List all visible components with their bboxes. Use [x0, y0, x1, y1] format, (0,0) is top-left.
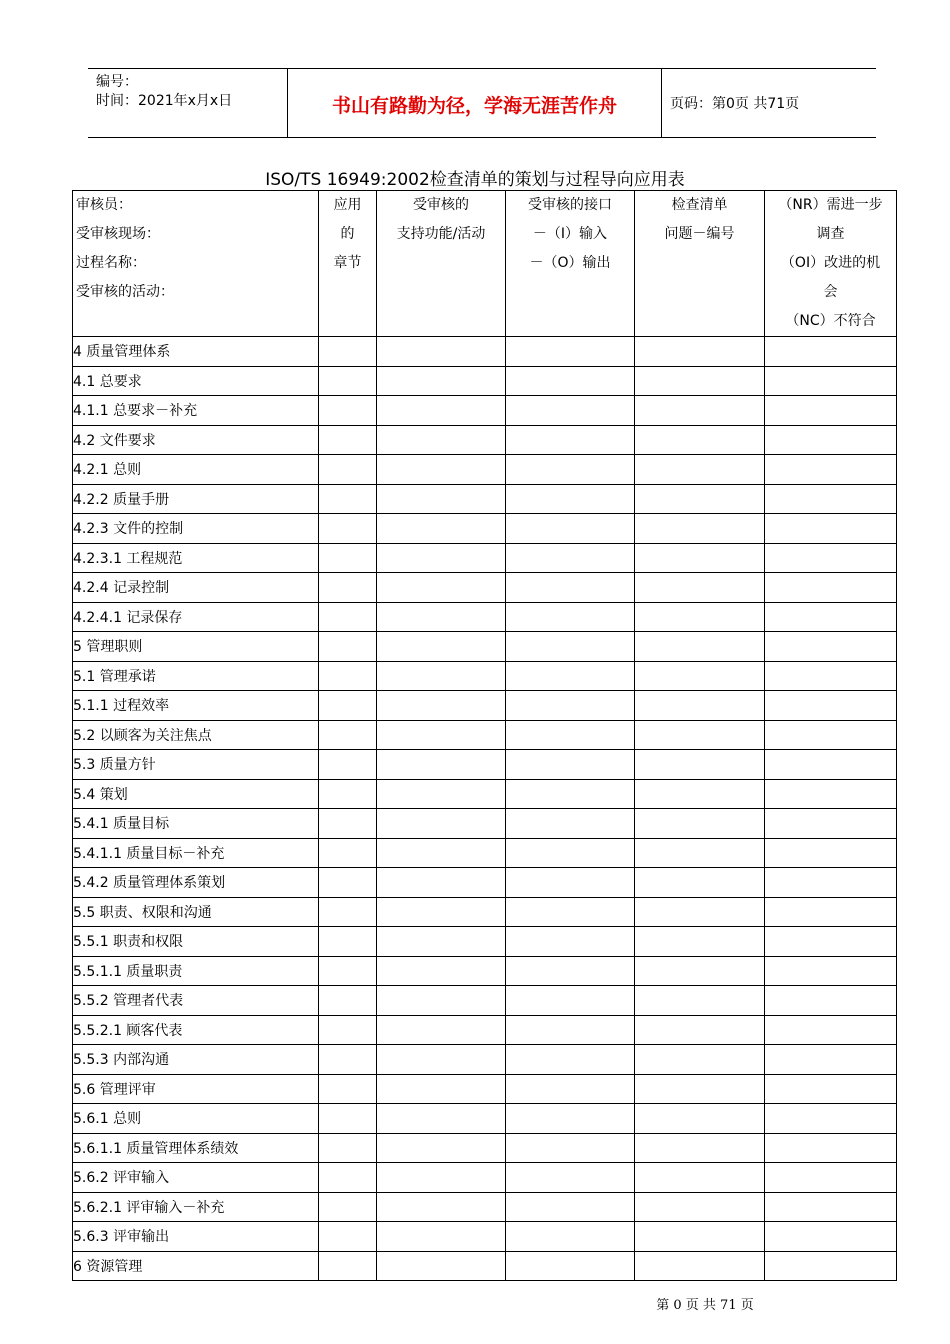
clause-cell: 5.2 以顾客为关注焦点	[73, 720, 319, 750]
motto: 书山有路勤为径，学海无涯苦作舟	[331, 95, 617, 117]
empty-cell[interactable]	[319, 809, 377, 839]
header-line: 受审核的	[413, 197, 469, 213]
clause-cell: 5.5.2.1 顾客代表	[73, 1015, 319, 1045]
empty-cell[interactable]	[765, 514, 897, 544]
empty-cell[interactable]	[765, 750, 897, 780]
empty-cell[interactable]	[377, 986, 506, 1016]
table-row	[73, 484, 897, 514]
page-footer: 第 0 页 共 71 页	[656, 1298, 754, 1313]
table-row	[73, 720, 897, 750]
empty-cell[interactable]	[635, 1015, 765, 1045]
empty-cell[interactable]	[506, 986, 635, 1016]
table-row	[73, 366, 897, 396]
empty-cell[interactable]	[506, 661, 635, 691]
empty-cell[interactable]	[506, 927, 635, 957]
clause-cell: 4.1 总要求	[73, 366, 319, 396]
empty-cell[interactable]	[506, 632, 635, 662]
empty-cell[interactable]	[319, 602, 377, 632]
empty-cell[interactable]	[506, 1015, 635, 1045]
empty-cell[interactable]	[635, 986, 765, 1016]
empty-cell[interactable]	[765, 691, 897, 721]
empty-cell[interactable]	[765, 779, 897, 809]
empty-cell[interactable]	[506, 1192, 635, 1222]
empty-cell[interactable]	[765, 396, 897, 426]
clause-cell: 5.6 管理评审	[73, 1074, 319, 1104]
table-row	[73, 1045, 897, 1075]
empty-cell[interactable]	[765, 720, 897, 750]
empty-cell[interactable]	[319, 779, 377, 809]
header-page-info: 页码：第0页 共71页	[670, 96, 800, 112]
empty-cell[interactable]	[765, 1074, 897, 1104]
table-row	[73, 632, 897, 662]
clause-cell: 4.2.1 总则	[73, 455, 319, 485]
empty-cell[interactable]	[635, 337, 765, 367]
empty-cell[interactable]	[377, 720, 506, 750]
empty-cell[interactable]	[506, 602, 635, 632]
empty-cell[interactable]	[506, 514, 635, 544]
page-header	[88, 68, 876, 138]
empty-cell[interactable]	[635, 632, 765, 662]
empty-cell[interactable]	[765, 838, 897, 868]
empty-cell[interactable]	[319, 897, 377, 927]
empty-cell[interactable]	[635, 366, 765, 396]
clause-cell: 4.2.3 文件的控制	[73, 514, 319, 544]
clause-cell: 5.1.1 过程效率	[73, 691, 319, 721]
empty-cell[interactable]	[319, 1104, 377, 1134]
empty-cell[interactable]	[319, 514, 377, 544]
document-title: ISO/TS 16949:2002检查清单的策划与过程导向应用表	[265, 170, 685, 190]
empty-cell[interactable]	[377, 543, 506, 573]
empty-cell[interactable]	[506, 484, 635, 514]
clause-cell: 4.2.4.1 记录保存	[73, 602, 319, 632]
empty-cell[interactable]	[635, 1045, 765, 1075]
empty-cell[interactable]	[506, 573, 635, 603]
empty-cell[interactable]	[319, 543, 377, 573]
empty-cell[interactable]	[319, 1192, 377, 1222]
empty-cell[interactable]	[319, 868, 377, 898]
number-label: 编号：	[96, 74, 138, 90]
header-line: －（O）输出	[529, 255, 611, 271]
empty-cell[interactable]	[377, 927, 506, 957]
empty-cell[interactable]	[635, 602, 765, 632]
empty-cell[interactable]	[319, 366, 377, 396]
table-row	[73, 543, 897, 573]
table-row	[73, 897, 897, 927]
clause-cell: 5.5 职责、权限和沟通	[73, 897, 319, 927]
empty-cell[interactable]	[377, 809, 506, 839]
empty-cell[interactable]	[506, 779, 635, 809]
table-row	[73, 1074, 897, 1104]
table-row	[73, 691, 897, 721]
header-line: （NR）需进一步	[778, 197, 883, 213]
empty-cell[interactable]	[765, 1192, 897, 1222]
empty-cell[interactable]	[635, 1192, 765, 1222]
empty-cell[interactable]	[635, 956, 765, 986]
empty-cell[interactable]	[377, 337, 506, 367]
empty-cell[interactable]	[506, 366, 635, 396]
clause-cell: 5.1 管理承诺	[73, 661, 319, 691]
empty-cell[interactable]	[319, 425, 377, 455]
empty-cell[interactable]	[319, 750, 377, 780]
empty-cell[interactable]	[765, 868, 897, 898]
empty-cell[interactable]	[319, 691, 377, 721]
empty-cell[interactable]	[635, 779, 765, 809]
empty-cell[interactable]	[319, 1163, 377, 1193]
header-auditor-info	[73, 191, 319, 337]
empty-cell[interactable]	[765, 366, 897, 396]
empty-cell[interactable]	[506, 1045, 635, 1075]
empty-cell[interactable]	[319, 1133, 377, 1163]
clause-cell: 5.6.3 评审输出	[73, 1222, 319, 1252]
empty-cell[interactable]	[319, 396, 377, 426]
empty-cell[interactable]	[635, 1133, 765, 1163]
empty-cell[interactable]	[506, 337, 635, 367]
empty-cell[interactable]	[635, 868, 765, 898]
header-line: 检查清单	[671, 197, 728, 213]
empty-cell[interactable]	[377, 514, 506, 544]
header-line: 过程名称：	[76, 255, 146, 271]
empty-cell[interactable]	[765, 602, 897, 632]
empty-cell[interactable]	[765, 543, 897, 573]
empty-cell[interactable]	[506, 868, 635, 898]
empty-cell[interactable]	[319, 720, 377, 750]
header-line: 的	[340, 226, 355, 242]
empty-cell[interactable]	[506, 1104, 635, 1134]
header-line: 调查	[816, 226, 845, 242]
empty-cell[interactable]	[377, 484, 506, 514]
empty-cell[interactable]	[765, 1163, 897, 1193]
empty-cell[interactable]	[765, 1133, 897, 1163]
table-row	[73, 809, 897, 839]
clause-cell: 5.6.2.1 评审输入－补充	[73, 1192, 319, 1222]
empty-cell[interactable]	[765, 897, 897, 927]
empty-cell[interactable]	[377, 1133, 506, 1163]
empty-cell[interactable]	[377, 661, 506, 691]
empty-cell[interactable]	[377, 1163, 506, 1193]
empty-cell[interactable]	[319, 573, 377, 603]
empty-cell[interactable]	[377, 1045, 506, 1075]
table-row	[73, 927, 897, 957]
empty-cell[interactable]	[635, 720, 765, 750]
header-line: 受审核的接口	[528, 197, 612, 213]
empty-cell[interactable]	[765, 632, 897, 662]
empty-cell[interactable]	[635, 750, 765, 780]
table-row	[73, 1192, 897, 1222]
clause-cell: 5.5.2 管理者代表	[73, 986, 319, 1016]
empty-cell[interactable]	[319, 455, 377, 485]
empty-cell[interactable]	[635, 1222, 765, 1252]
empty-cell[interactable]	[635, 573, 765, 603]
empty-cell[interactable]	[506, 838, 635, 868]
empty-cell[interactable]	[377, 838, 506, 868]
header-middle	[287, 69, 662, 137]
clause-cell: 5.3 质量方针	[73, 750, 319, 780]
header-line: －（I）输入	[532, 226, 608, 242]
empty-cell[interactable]	[765, 573, 897, 603]
clause-cell: 5 管理职则	[73, 632, 319, 662]
empty-cell[interactable]	[506, 455, 635, 485]
header-line: （OI）改进的机	[780, 255, 881, 271]
empty-cell[interactable]	[765, 1015, 897, 1045]
clause-cell: 5.4 策划	[73, 779, 319, 809]
header-interface	[506, 191, 635, 337]
empty-cell[interactable]	[635, 661, 765, 691]
clause-cell: 5.5.1.1 质量职责	[73, 956, 319, 986]
clause-cell: 4.2.3.1 工程规范	[73, 543, 319, 573]
table-row	[73, 838, 897, 868]
empty-cell[interactable]	[506, 897, 635, 927]
empty-cell[interactable]	[377, 897, 506, 927]
table-row	[73, 455, 897, 485]
header-line: 应用	[333, 197, 362, 213]
empty-cell[interactable]	[319, 1222, 377, 1252]
header-support-function	[377, 191, 506, 337]
table-row	[73, 1104, 897, 1134]
empty-cell[interactable]	[635, 838, 765, 868]
empty-cell[interactable]	[635, 1251, 765, 1281]
empty-cell[interactable]	[377, 779, 506, 809]
empty-cell[interactable]	[319, 484, 377, 514]
empty-cell[interactable]	[377, 1222, 506, 1252]
clause-cell: 5.4.1.1 质量目标－补充	[73, 838, 319, 868]
empty-cell[interactable]	[765, 484, 897, 514]
header-line: （NC）不符合	[785, 313, 876, 329]
empty-cell[interactable]	[765, 927, 897, 957]
empty-cell[interactable]	[635, 691, 765, 721]
empty-cell[interactable]	[319, 337, 377, 367]
header-line: 问题－编号	[664, 226, 735, 242]
empty-cell[interactable]	[635, 514, 765, 544]
empty-cell[interactable]	[377, 602, 506, 632]
empty-cell[interactable]	[635, 897, 765, 927]
empty-cell[interactable]	[319, 1251, 377, 1281]
clause-cell: 5.5.1 职责和权限	[73, 927, 319, 957]
empty-cell[interactable]	[506, 396, 635, 426]
header-line: 受审核的活动：	[76, 284, 174, 300]
checklist-table	[72, 190, 897, 1281]
empty-cell[interactable]	[765, 1251, 897, 1281]
table-row	[73, 337, 897, 367]
empty-cell[interactable]	[506, 691, 635, 721]
empty-cell[interactable]	[377, 573, 506, 603]
empty-cell[interactable]	[506, 750, 635, 780]
clause-cell: 4.1.1 总要求－补充	[73, 396, 319, 426]
empty-cell[interactable]	[319, 1015, 377, 1045]
clause-cell: 4 质量管理体系	[73, 337, 319, 367]
table-row	[73, 1251, 897, 1281]
clause-cell: 5.4.1 质量目标	[73, 809, 319, 839]
empty-cell[interactable]	[319, 632, 377, 662]
empty-cell[interactable]	[506, 720, 635, 750]
empty-cell[interactable]	[635, 425, 765, 455]
empty-cell[interactable]	[377, 868, 506, 898]
empty-cell[interactable]	[635, 543, 765, 573]
table-row	[73, 750, 897, 780]
empty-cell[interactable]	[319, 1045, 377, 1075]
empty-cell[interactable]	[506, 1251, 635, 1281]
clause-cell: 5.6.2 评审输入	[73, 1163, 319, 1193]
empty-cell[interactable]	[506, 809, 635, 839]
table-row	[73, 1222, 897, 1252]
clause-cell: 6 资源管理	[73, 1251, 319, 1281]
empty-cell[interactable]	[635, 484, 765, 514]
empty-cell[interactable]	[319, 1074, 377, 1104]
empty-cell[interactable]	[765, 986, 897, 1016]
clause-cell: 4.2.2 质量手册	[73, 484, 319, 514]
empty-cell[interactable]	[377, 691, 506, 721]
table-row	[73, 396, 897, 426]
header-line: 章节	[333, 255, 362, 271]
empty-cell[interactable]	[377, 425, 506, 455]
empty-cell[interactable]	[765, 661, 897, 691]
clause-cell: 5.4.2 质量管理体系策划	[73, 868, 319, 898]
empty-cell[interactable]	[765, 455, 897, 485]
empty-cell[interactable]	[377, 632, 506, 662]
table-row	[73, 425, 897, 455]
empty-cell[interactable]	[377, 1251, 506, 1281]
empty-cell[interactable]	[319, 956, 377, 986]
empty-cell[interactable]	[765, 425, 897, 455]
empty-cell[interactable]	[377, 750, 506, 780]
empty-cell[interactable]	[319, 927, 377, 957]
table-header-row	[73, 191, 897, 337]
empty-cell[interactable]	[506, 956, 635, 986]
table-row	[73, 661, 897, 691]
empty-cell[interactable]	[635, 1104, 765, 1134]
header-left	[96, 73, 232, 111]
empty-cell[interactable]	[377, 1074, 506, 1104]
empty-cell[interactable]	[765, 1104, 897, 1134]
empty-cell[interactable]	[635, 396, 765, 426]
empty-cell[interactable]	[635, 809, 765, 839]
table-row	[73, 779, 897, 809]
clause-cell: 5.6.1 总则	[73, 1104, 319, 1134]
empty-cell[interactable]	[635, 455, 765, 485]
empty-cell[interactable]	[506, 425, 635, 455]
time-label: 时间：2021年x月x日	[96, 93, 233, 109]
table-row	[73, 986, 897, 1016]
empty-cell[interactable]	[319, 986, 377, 1016]
empty-cell[interactable]	[377, 1015, 506, 1045]
empty-cell[interactable]	[635, 1074, 765, 1104]
empty-cell[interactable]	[506, 1222, 635, 1252]
header-line: 支持功能/活动	[396, 226, 486, 242]
empty-cell[interactable]	[319, 661, 377, 691]
empty-cell[interactable]	[377, 956, 506, 986]
header-clause	[319, 191, 377, 337]
empty-cell[interactable]	[377, 455, 506, 485]
table-row	[73, 1133, 897, 1163]
empty-cell[interactable]	[377, 1104, 506, 1134]
empty-cell[interactable]	[635, 1163, 765, 1193]
empty-cell[interactable]	[506, 543, 635, 573]
header-line: 会	[823, 284, 838, 300]
clause-cell: 5.5.3 内部沟通	[73, 1045, 319, 1075]
table-body	[73, 337, 897, 1281]
clause-cell: 4.2.4 记录控制	[73, 573, 319, 603]
header-line: 受审核现场：	[76, 226, 160, 242]
table-row	[73, 1163, 897, 1193]
table-row	[73, 1015, 897, 1045]
empty-cell[interactable]	[377, 396, 506, 426]
table-row	[73, 573, 897, 603]
empty-cell[interactable]	[635, 927, 765, 957]
table-row	[73, 602, 897, 632]
header-checklist-number	[635, 191, 765, 337]
empty-cell[interactable]	[765, 1222, 897, 1252]
empty-cell[interactable]	[506, 1163, 635, 1193]
table-row	[73, 956, 897, 986]
empty-cell[interactable]	[506, 1074, 635, 1104]
empty-cell[interactable]	[377, 1192, 506, 1222]
empty-cell[interactable]	[377, 366, 506, 396]
empty-cell[interactable]	[765, 1045, 897, 1075]
empty-cell[interactable]	[765, 337, 897, 367]
empty-cell[interactable]	[765, 809, 897, 839]
empty-cell[interactable]	[765, 956, 897, 986]
table-row	[73, 514, 897, 544]
header-line: 审核员：	[76, 197, 132, 213]
empty-cell[interactable]	[319, 838, 377, 868]
empty-cell[interactable]	[506, 1133, 635, 1163]
clause-cell: 4.2 文件要求	[73, 425, 319, 455]
table-row	[73, 868, 897, 898]
clause-cell: 5.6.1.1 质量管理体系绩效	[73, 1133, 319, 1163]
header-finding-type	[765, 191, 897, 337]
